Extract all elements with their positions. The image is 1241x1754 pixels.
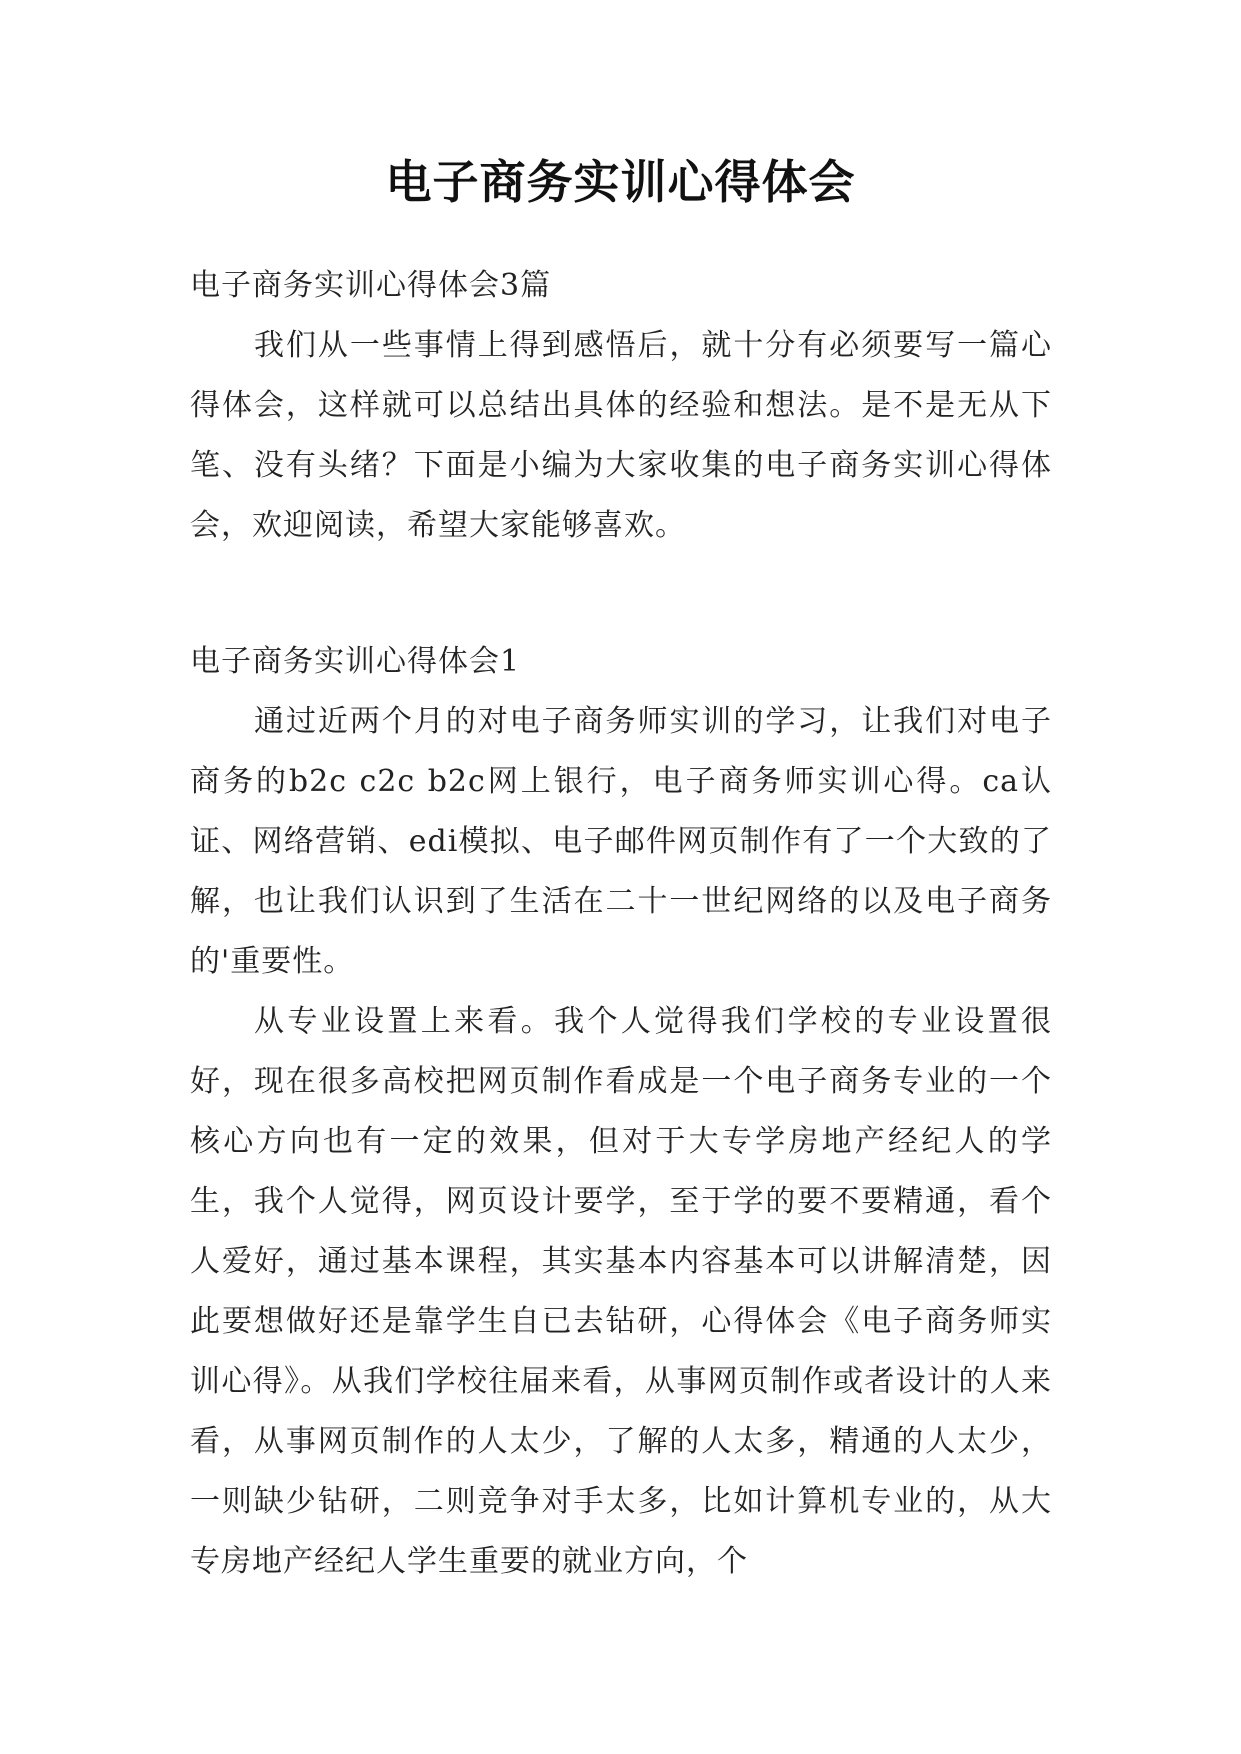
document-title: 电子商务实训心得体会	[385, 155, 856, 209]
intro-paragraph: 我们从一些事情上得到感悟后，就十分有必须要写一篇心得体会，这样就可以总结出具体的经验和想法。是不是无从下笔、没有头绪？下面是小编为大家收集的电子商务实训心得体会，欢迎阅读，希望大家能够喜欢。	[190, 328, 1052, 543]
section-one	[190, 632, 1052, 1592]
section-one-heading: 电子商务实训心得体会1	[190, 644, 521, 679]
section-one-paragraph-1: 通过近两个月的对电子商务师实训的学习，让我们对电子商务的b2c c2c b2c网上银行，电子商务师实训心得。ca认证、网络营销、edi模拟、电子邮件网页制作有了一个大致的了解，也让我们认识到了生活在二十一世纪网络的以及电子商务的'重要性。	[190, 704, 1052, 979]
intro-heading: 电子商务实训心得体会3篇	[190, 268, 552, 303]
section-one-paragraph-2: 从专业设置上来看。我个人觉得我们学校的专业设置很好，现在很多高校把网页制作看成是一个电子商务专业的一个核心方向也有一定的效果，但对于大专学房地产经纪人的学生，我个人觉得，网页设计要学，至于学的要不要精通，看个人爱好，通过基本课程，其实基本内容基本可以讲解清楚，因此要想做好还是靠学生自已去钻研，心得体会《电子商务师实训心得》。从我们学校往届来看，从事网页制作或者设计的人来看，从事网页制作的人太少，了解的人太多，精通的人太少，一则缺少钻研，二则竞争对手太多，比如计算机专业的，从大专房地产经纪人学生重要的就业方向，个	[190, 1004, 1052, 1579]
intro-section	[190, 256, 1052, 556]
